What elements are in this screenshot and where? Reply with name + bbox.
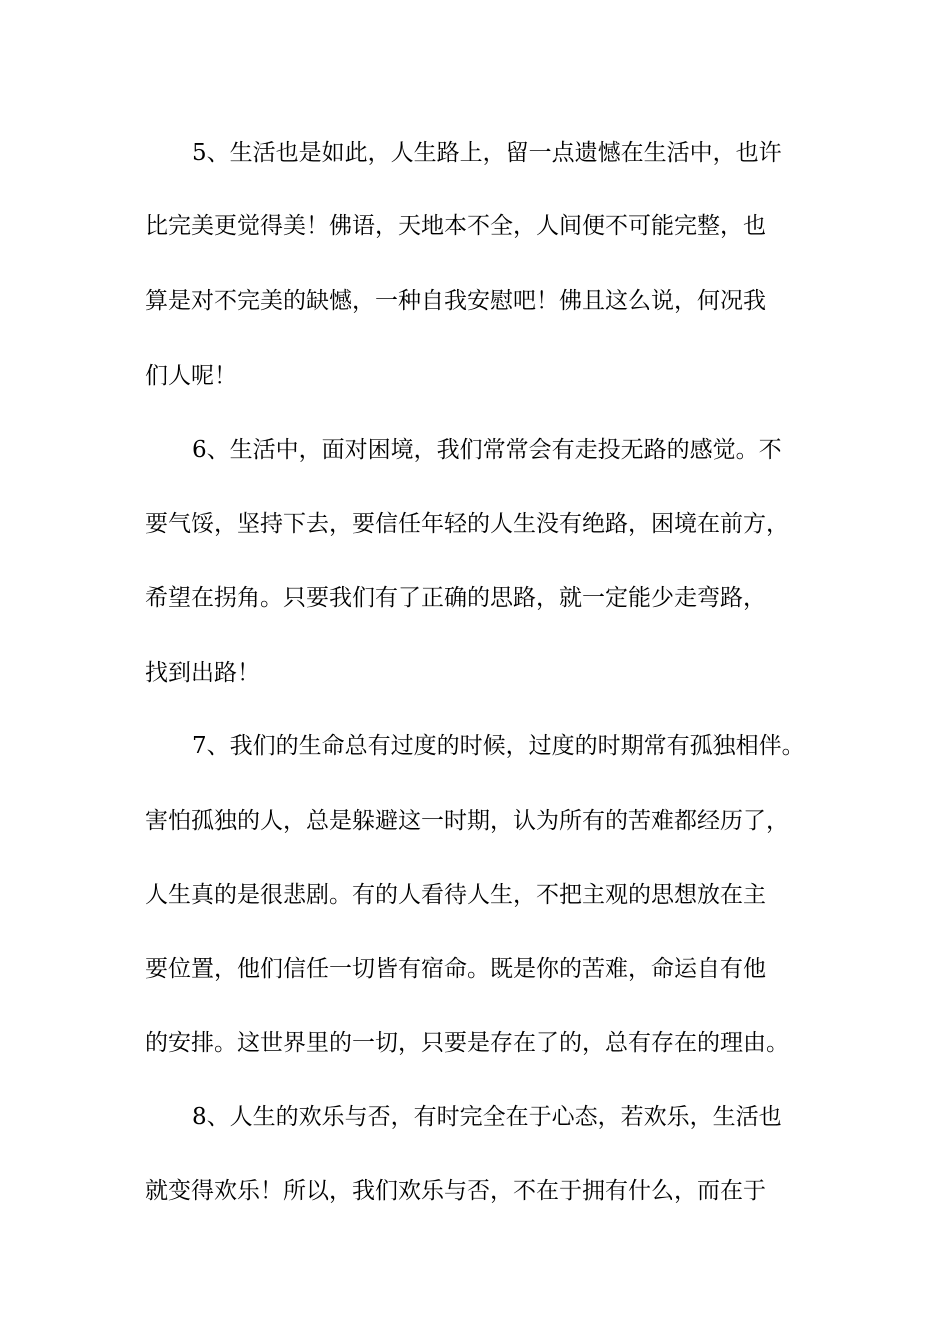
paragraph-8-line-1: 8、人生的欢乐与否，有时完全在于心态，若欢乐，生活也	[192, 1104, 782, 1130]
paragraph-5-line-2: 比完美更觉得美！佛语，天地本不全，人间便不可能完整，也	[145, 213, 766, 239]
paragraph-7-line-4: 要位置，他们信任一切皆有宿命。既是你的苦难，命运自有他	[145, 956, 766, 982]
paragraph-7-line-2: 害怕孤独的人，总是躲避这一时期，认为所有的苦难都经历了，	[145, 808, 789, 834]
paragraph-6-line-4: 找到出路！	[145, 660, 260, 686]
paragraph-7-line-1: 7、我们的生命总有过度的时候，过度的时期常有孤独相伴。	[192, 733, 805, 759]
paragraph-7-line-3: 人生真的是很悲剧。有的人看待人生，不把主观的思想放在主	[145, 882, 766, 908]
paragraph-5-line-4: 们人呢！	[145, 363, 237, 389]
paragraph-6-line-1: 6、生活中，面对困境，我们常常会有走投无路的感觉。不	[192, 437, 782, 463]
paragraph-5-line-3: 算是对不完美的缺憾，一种自我安慰吧！佛且这么说，何况我	[145, 288, 766, 314]
paragraph-8-line-2: 就变得欢乐！所以，我们欢乐与否，不在于拥有什么，而在于	[145, 1178, 766, 1204]
paragraph-5-line-1: 5、生活也是如此，人生路上，留一点遗憾在生活中，也许	[192, 140, 782, 166]
paragraph-6-line-2: 要气馁，坚持下去，要信任年轻的人生没有绝路，困境在前方，	[145, 511, 789, 537]
paragraph-7-line-5: 的安排。这世界里的一切，只要是存在了的，总有存在的理由。	[145, 1030, 789, 1056]
paragraph-6-line-3: 希望在拐角。只要我们有了正确的思路，就一定能少走弯路，	[145, 585, 766, 611]
